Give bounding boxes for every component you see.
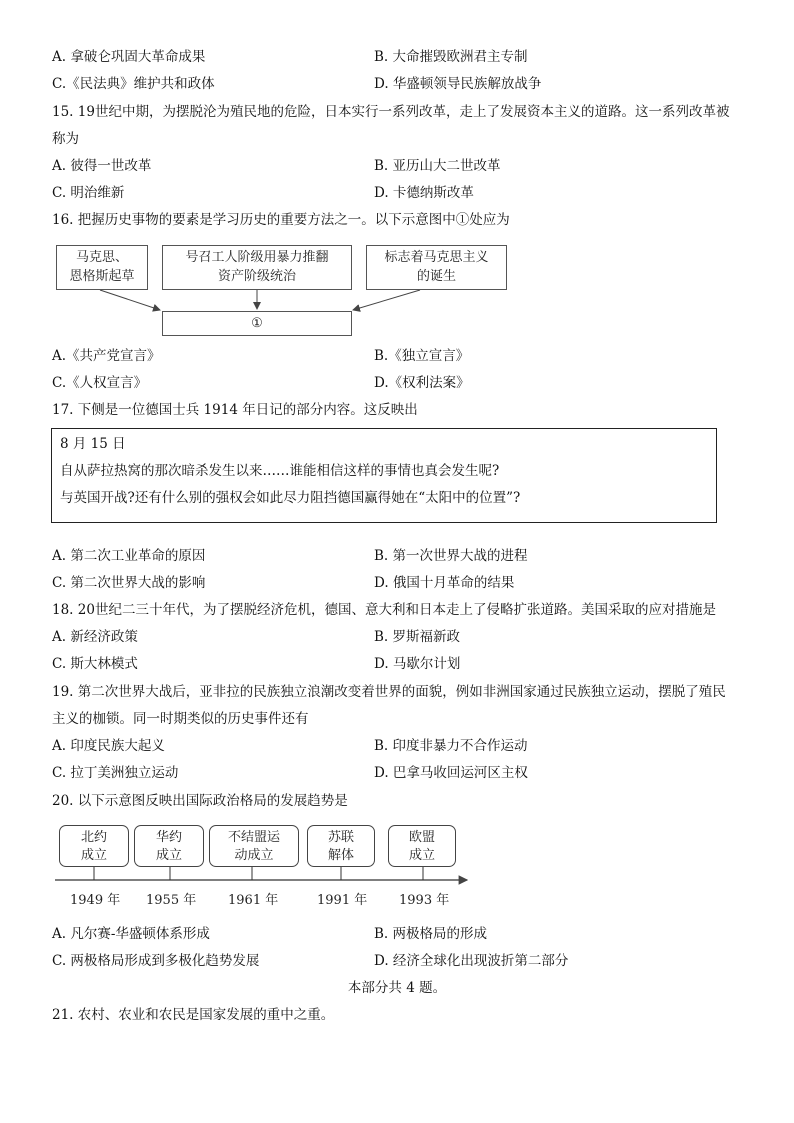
q17-option-a: A. 第二次工业革命的原因 (52, 548, 206, 564)
q18-option-c: C. 斯大林模式 (52, 656, 138, 672)
q18-option-d: D. 马歇尔计划 (374, 656, 461, 672)
q17-stem: 17. 下侧是一位德国士兵 1914 年日记的部分内容。这反映出 (52, 402, 418, 418)
q14-option-a: A. 拿破仑巩固大革命成果 (52, 49, 206, 65)
q16-option-d: D.《权利法案》 (374, 375, 470, 391)
timeline-year: 1961 年 (228, 893, 279, 908)
q18-option-a: A. 新经济政策 (52, 629, 138, 645)
timeline-year: 1949 年 (70, 893, 121, 908)
q19-stem-cont: 主义的枷锁。同一时期类似的历史事件还有 (52, 711, 309, 727)
q15-option-b: B. 亚历山大二世改革 (374, 158, 501, 174)
q20-option-a: A. 凡尔赛-华盛顿体系形成 (52, 926, 210, 942)
arrow-box3 (353, 290, 420, 310)
q19-option-b: B. 印度非暴力不合作运动 (374, 738, 528, 754)
section-note: 本部分共 4 题。 (347, 980, 447, 996)
q17-option-c: C. 第二次世界大战的影响 (52, 575, 206, 591)
q16-option-c: C.《人权宣言》 (52, 375, 148, 391)
q14-option-c: C.《民法典》维护共和政体 (52, 76, 215, 92)
timeline-event-nato: 北约 成立 (59, 825, 129, 867)
diary-line: 与英国开战?还有什么别的强权会如此尽力阻挡德国赢得她在“太阳中的位置”? (60, 490, 521, 506)
q19-stem: 19. 第二次世界大战后，亚非拉的民族独立浪潮改变着世界的面貌，例如非洲国家通过民族独立运动，摆脱了殖民 (52, 684, 726, 700)
q19-option-c: C. 拉丁美洲独立运动 (52, 765, 179, 781)
timeline-event-non-aligned: 不结盟运 动成立 (209, 825, 299, 867)
timeline-event-eu: 欧盟 成立 (388, 825, 456, 867)
q20-option-b: B. 两极格局的形成 (374, 926, 488, 942)
timeline-event-warsaw-pact: 华约 成立 (134, 825, 204, 867)
q20-option-d: D. 经济全球化出现波折第二部分 (374, 953, 569, 969)
diagram-target-marker: ① (251, 316, 263, 331)
q15-option-a: A. 彼得一世改革 (52, 158, 152, 174)
diary-date: 8 月 15 日 (60, 436, 126, 452)
diagram-box-purpose-text: 号召工人阶级用暴力推翻 资产阶级统治 (185, 250, 329, 284)
q17-option-d: D. 俄国十月革命的结果 (374, 575, 515, 591)
timeline-event-ussr-dissolution: 苏联 解体 (307, 825, 375, 867)
q16-option-b: B.《独立宣言》 (374, 348, 470, 364)
q21-stem: 21. 农村、农业和农民是国家发展的重中之重。 (52, 1007, 335, 1023)
diagram-box-significance-text: 标志着马克思主义 的诞生 (384, 250, 489, 284)
timeline-year: 1991 年 (317, 893, 368, 908)
q17-option-b: B. 第一次世界大战的进程 (374, 548, 528, 564)
diary-line: 自从萨拉热窝的那次暗杀发生以来……谁能相信这样的事情也真会发生呢? (60, 463, 500, 479)
q20-stem: 20. 以下示意图反映出国际政治格局的发展趋势是 (52, 793, 348, 809)
q15-stem: 15. 19世纪中期，为摆脱沦为殖民地的危险，日本实行一系列改革，走上了发展资本主义的道路。这一系列改革被 (52, 104, 730, 120)
q19-option-d: D. 巴拿马收回运河区主权 (374, 765, 528, 781)
timeline-year: 1955 年 (146, 893, 197, 908)
q14-option-d: D. 华盛顿领导民族解放战争 (374, 76, 542, 92)
q15-option-d: D. 卡德纳斯改革 (374, 185, 474, 201)
q15-option-c: C. 明治维新 (52, 185, 125, 201)
diary-excerpt-box (51, 428, 717, 523)
q19-option-a: A. 印度民族大起义 (52, 738, 165, 754)
q15-stem-cont: 称为 (52, 131, 79, 147)
q20-option-c: C. 两极格局形成到多极化趋势发展 (52, 953, 260, 969)
q18-stem: 18. 20世纪二三十年代，为了摆脱经济危机，德国、意大利和日本走上了侵略扩张道路。美国采取的应对措施是 (52, 602, 716, 618)
diagram-box-authors-text: 马克思、 恩格斯起草 (69, 250, 135, 284)
arrow-box1 (100, 290, 160, 310)
q16-option-a: A.《共产党宣言》 (52, 348, 161, 364)
timeline-year: 1993 年 (399, 893, 450, 908)
q16-stem: 16. 把握历史事物的要素是学习历史的重要方法之一。以下示意图中①处应为 (52, 212, 510, 228)
q18-option-b: B. 罗斯福新政 (374, 629, 461, 645)
q14-option-b: B. 大命摧毁欧洲君主专制 (374, 49, 528, 65)
